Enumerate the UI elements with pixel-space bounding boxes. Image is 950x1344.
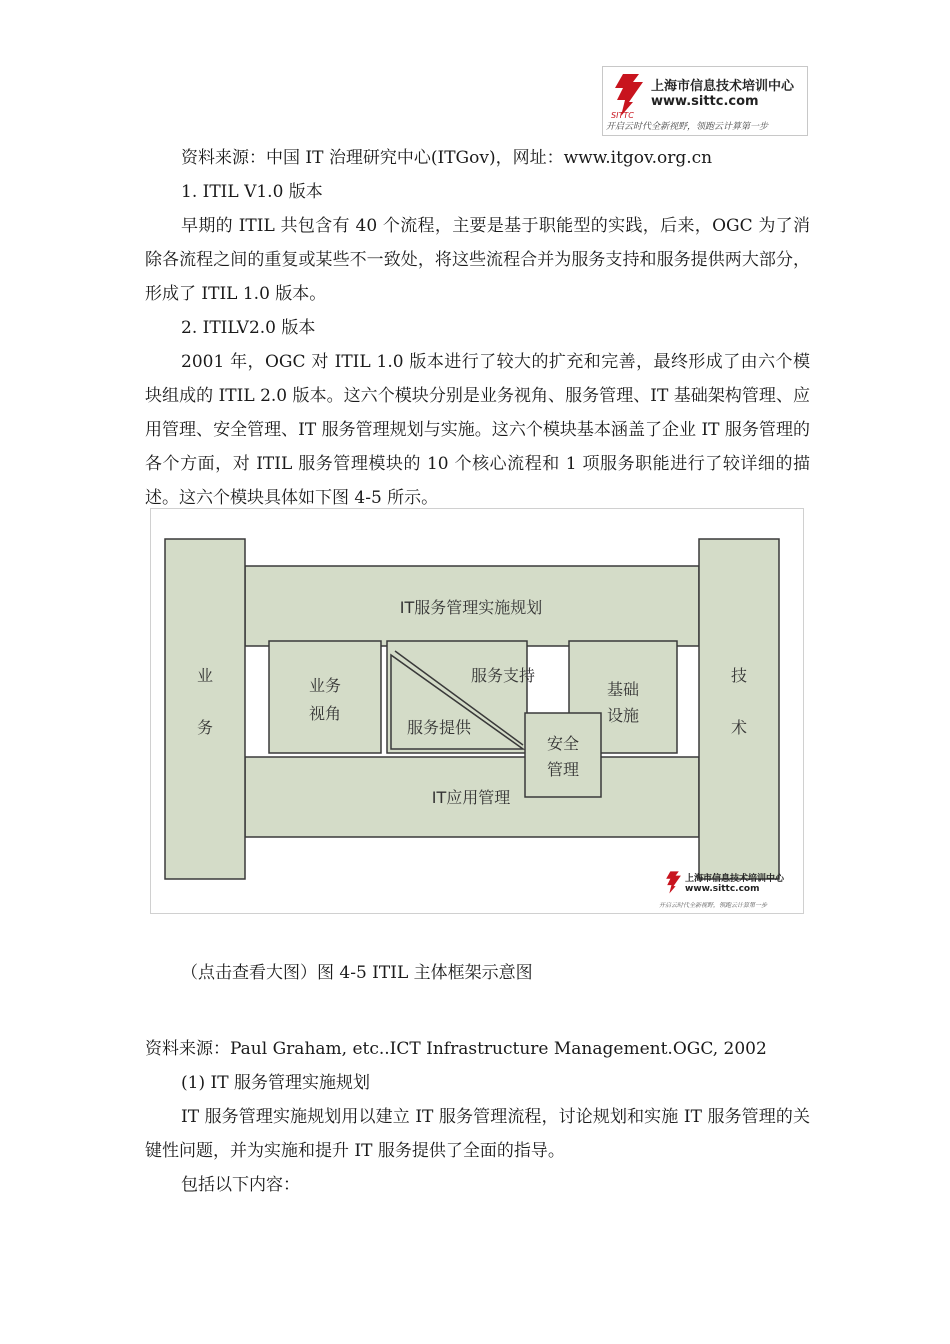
service-support-label: 服务支持 [470,666,536,685]
itil-framework-diagram [150,508,804,914]
planning-label: IT服务管理实施规划 [399,598,543,617]
business-view-label-1: 业务 [308,676,342,695]
business-char-2: 务 [196,718,214,737]
sittc-watermark-icon [663,869,683,897]
service-delivery-label: 服务提供 [406,718,472,737]
technology-char-2: 术 [730,718,748,737]
header-logo [602,66,808,136]
watermark-slogan: 开启云时代全新视野，领跑云计算第一步 [659,902,768,909]
source-note-1: 资料来源：中国 IT 治理研究中心(ITGov)，网址：www.itgov.org.cn [181,148,713,168]
app-mgmt-label: IT应用管理 [431,788,511,807]
technology-pillar [699,539,779,879]
diagram-canvas [151,509,805,915]
logo-org-name: 上海市信息技术培训中心 [651,79,795,94]
logo-url: www.sittc.com [651,94,759,109]
source-note-2: 资料来源：Paul Graham, etc..ICT Infrastructure Management.OGC, 2002 [145,1039,767,1059]
figure-caption: （点击查看大图）图 4-5 ITIL 主体框架示意图 [181,963,533,983]
section-2-text: 2001 年，OGC 对 ITIL 1.0 版本进行了较大的扩充和完善，最终形成了由六个模块组成的 ITIL 2.0 版本。这六个模块分别是业务视角、服务管理、IT 基础架构管理、应用管理、安全管理、IT 服务管理规划与实施。这六个模块基本涵盖了企业 IT 服务管理的各个方面，对 ITIL 服务管理模块的 10 个核心流程和 1 项服务职能进行了较详细的描述。这六个模块具体如下图 4-5 所示。 [145,352,810,508]
sittc-logo-icon [609,72,647,120]
watermark-org-name: 上海市信息技术培训中心 [685,874,785,884]
logo-slogan: 开启云时代全新视野，领跑云计算第一步 [606,122,769,132]
item-1-more: 包括以下内容： [181,1175,300,1195]
section-1-heading: 1. ITIL V1.0 版本 [181,182,323,202]
section-2-heading: 2. ITILV2.0 版本 [181,318,316,338]
infrastructure-label-2: 设施 [606,706,640,725]
business-view-box [269,641,381,753]
infrastructure-label-1: 基础 [606,680,640,699]
business-char-1: 业 [196,666,214,685]
technology-char-1: 技 [730,666,748,685]
security-label-2: 管理 [546,760,580,779]
item-1-heading: (1) IT 服务管理实施规划 [181,1073,370,1093]
svg-text:SITTC: SITTC [611,111,634,120]
security-label-1: 安全 [546,734,580,753]
section-1-text: 早期的 ITIL 共包含有 40 个流程，主要是基于职能型的实践，后来，OGC 为了消除各流程之间的重复或某些不一致处，将这些流程合并为服务支持和服务提供两大部分，形成了 ITIL 1.0 版本。 [145,216,810,304]
figure-watermark [659,867,805,913]
business-pillar [165,539,245,879]
item-1-text: IT 服务管理实施规划用以建立 IT 服务管理流程，讨论规划和实施 IT 服务管理的关键性问题，并为实施和提升 IT 服务提供了全面的指导。 [145,1107,810,1161]
security-box [525,713,601,797]
business-view-label-2: 视角 [308,704,342,723]
watermark-url: www.sittc.com [685,884,760,894]
